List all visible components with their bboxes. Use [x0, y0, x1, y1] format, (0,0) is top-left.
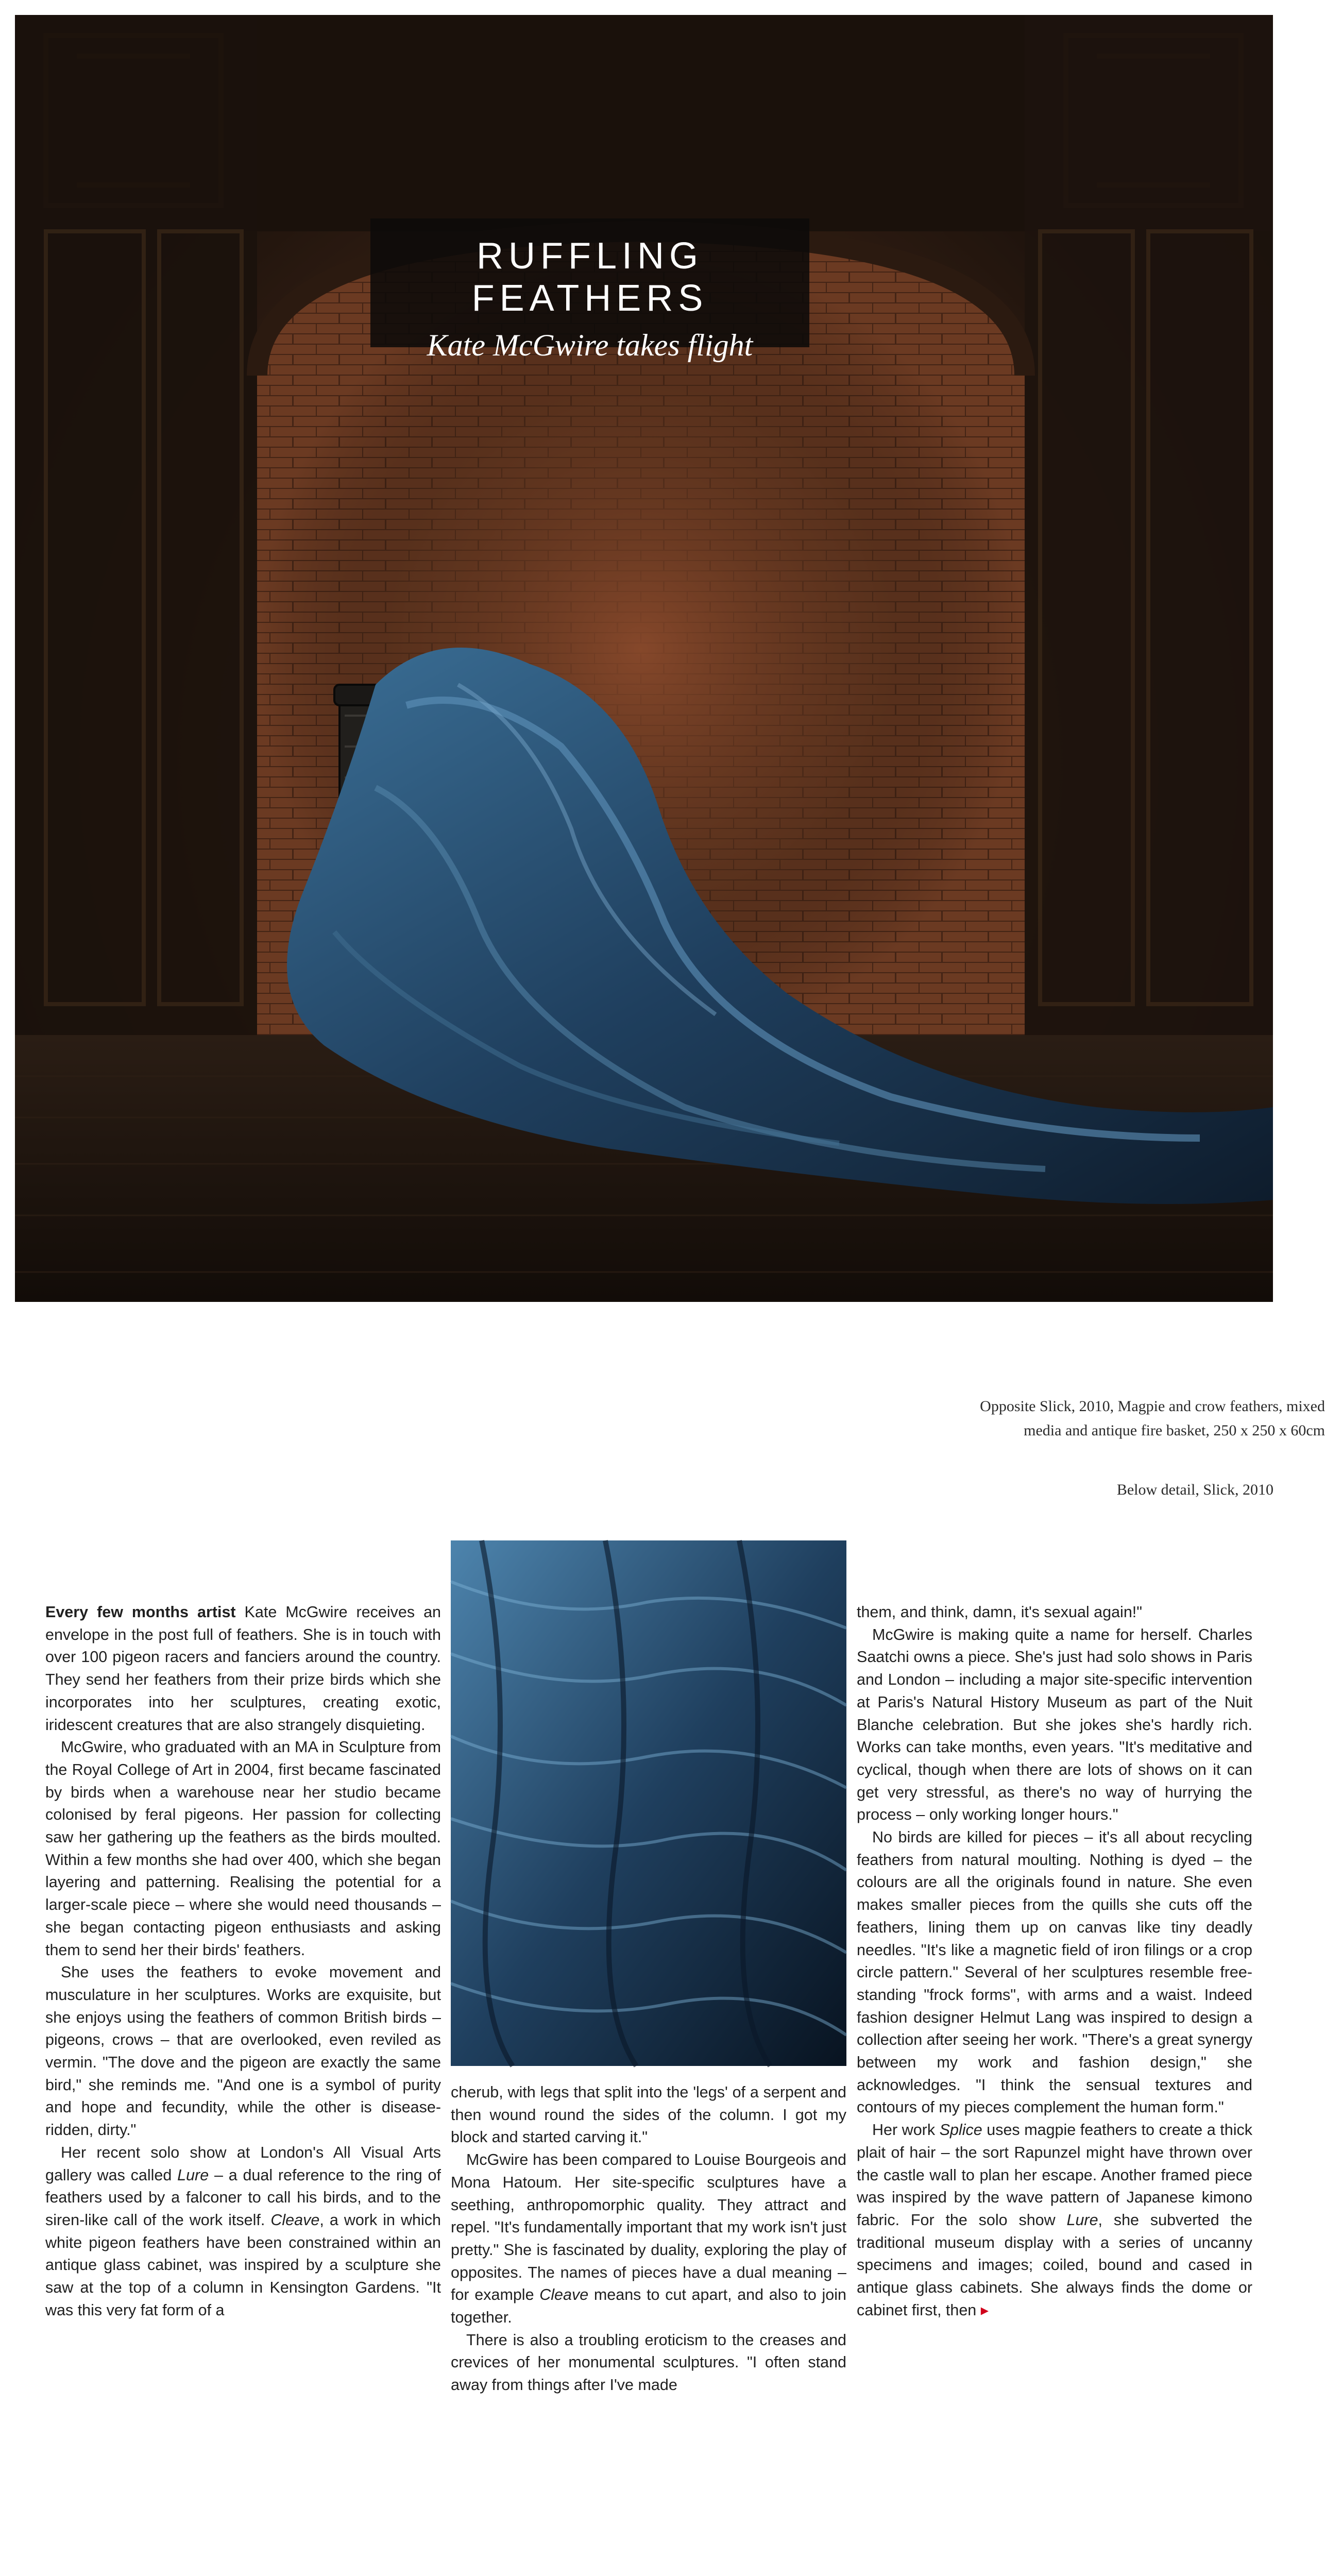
title-box: [370, 218, 809, 362]
hero-photo: [15, 15, 1273, 1302]
paragraph: McGwire has been compared to Louise Bourgeois and Mona Hatoum. Her site-specific sculptures have a seething, anthropomorphic quality. They attract and repel. "It's fundamentally important that my work isn't just pretty." She is fascinated by duality, exploring the play of opposites. The names of pieces have a dual meaning – for example Cleave means to cut apart, and also to join together.: [451, 2151, 846, 2327]
paragraph: McGwire, who graduated with an MA in Sculpture from the Royal College of Art in 2004, first became fascinated by birds when a warehouse near her studio became colonised by feral pigeons. Her passion for collecting saw her gathering up the feathers as the birds moulted. Within a few months she had over 400, which she began layering and patterning. Realising the potential for a larger-scale piece – where she would need thousands – she began contacting pigeon enthusiasts and asking them to send her their birds' feathers.: [45, 1738, 441, 1959]
page1-column-3: [857, 1601, 1252, 2322]
paragraph: McGwire is making quite a name for herself. Charles Saatchi owns a piece. She's just had solo shows in Paris and London – including a major site-specific intervention at Paris's Natural History Museum as part of the Nuit Blanche celebration. But she jokes she's hardly rich. Works can take months, even years. "It's meditative and cyclical, though when there are lots of shows on it can get very stressful, as there's no way of hurrying the process – only working longer hours.": [857, 1625, 1252, 1824]
continue-arrow-icon: ▸: [980, 2301, 989, 2319]
caption-below-detail: Below detail, Slick, 2010: [1116, 1481, 1273, 1498]
paragraph: cherub, with legs that split into the 'legs' of a serpent and then wound round the sides of the column. I got my block and started carving it.": [451, 2083, 846, 2146]
article-subtitle: Kate McGwire takes flight: [427, 328, 753, 362]
paragraph: Her work Splice uses magpie feathers to create a thick plait of hair – the sort Rapunzel might have thrown over the castle wall to plan her escape. Another framed piece was inspired by the wave pattern of Japanese kimono fabric. For the solo show Lure, she subverted the traditional museum display with a series of uncanny specimens and images; coiled, bound and cased in antique glass cabinets. She always finds the dome or cabinet first, then ▸: [857, 2121, 1252, 2319]
lead-in: Every few months artist: [45, 1603, 236, 1621]
paragraph: them, and think, damn, it's sexual again!": [857, 1603, 1143, 1621]
page1-column-1: [45, 1601, 441, 2322]
caption-opposite-line2: media and antique fire basket, 250 x 250 x 60cm: [1024, 1422, 1325, 1439]
paragraph: There is also a troubling eroticism to the creases and crevices of her monumental sculptures. "I often stand away from things after I've made: [451, 2331, 846, 2394]
page1-column-2: [451, 2081, 846, 2397]
paragraph: Every few months artist Kate McGwire receives an envelope in the post full of feathers. She is in touch with over 100 pigeon racers and fanciers around the country. They send her feathers from their prize birds which she incorporates into her sculptures, creating exotic, iridescent creatures that are also strangely disquieting.: [45, 1603, 441, 1734]
caption-opposite-line1: Opposite Slick, 2010, Magpie and crow feathers, mixed: [980, 1398, 1325, 1415]
caption-opposite: [773, 1394, 1325, 1443]
article-title: RUFFLING FEATHERS: [471, 235, 708, 319]
slick-detail-photo: [451, 1540, 846, 2066]
paragraph: No birds are killed for pieces – it's all about recycling feathers from natural moulting. Nothing is dyed – the colours are all the originals found in nature. She even makes smaller pieces from the quills she cuts off the feathers, lining them up on canvas like tiny deadly needles. "It's like a magnetic field of iron filings or a crop circle pattern." Several of her sculptures resemble free-standing "frock forms", with arms and a waist. Indeed fashion designer Helmut Lang was inspired to design a collection after seeing her work. "There's a great synergy between my work and fashion design," she acknowledges. "I think the sensual textures and contours of my pieces complement the human form.": [857, 1828, 1252, 2116]
paragraph: Her recent solo show at London's All Visual Arts gallery was called Lure – a dual reference to the ring of feathers used by a falconer to call his birds, and to the siren-like call of the work itself. Cleave, a work in which white pigeon feathers have been constrained within an antique glass cabinet, was inspired by a sculpture she saw at the top of a column in Kensington Gardens. "It was this very fat form of a: [45, 2143, 441, 2319]
slick-sculpture-photo: [15, 15, 1273, 1302]
paragraph: She uses the feathers to evoke movement and musculature in her sculptures. Works are exquisite, but she enjoys using the feathers of common British birds – pigeons, crows – that are overlooked, even reviled as vermin. "The dove and the pigeon are exactly the same bird," she reminds me. "And one is a symbol of purity and hope and fecundity, while the other is disease-ridden, dirty.": [45, 1963, 441, 2139]
